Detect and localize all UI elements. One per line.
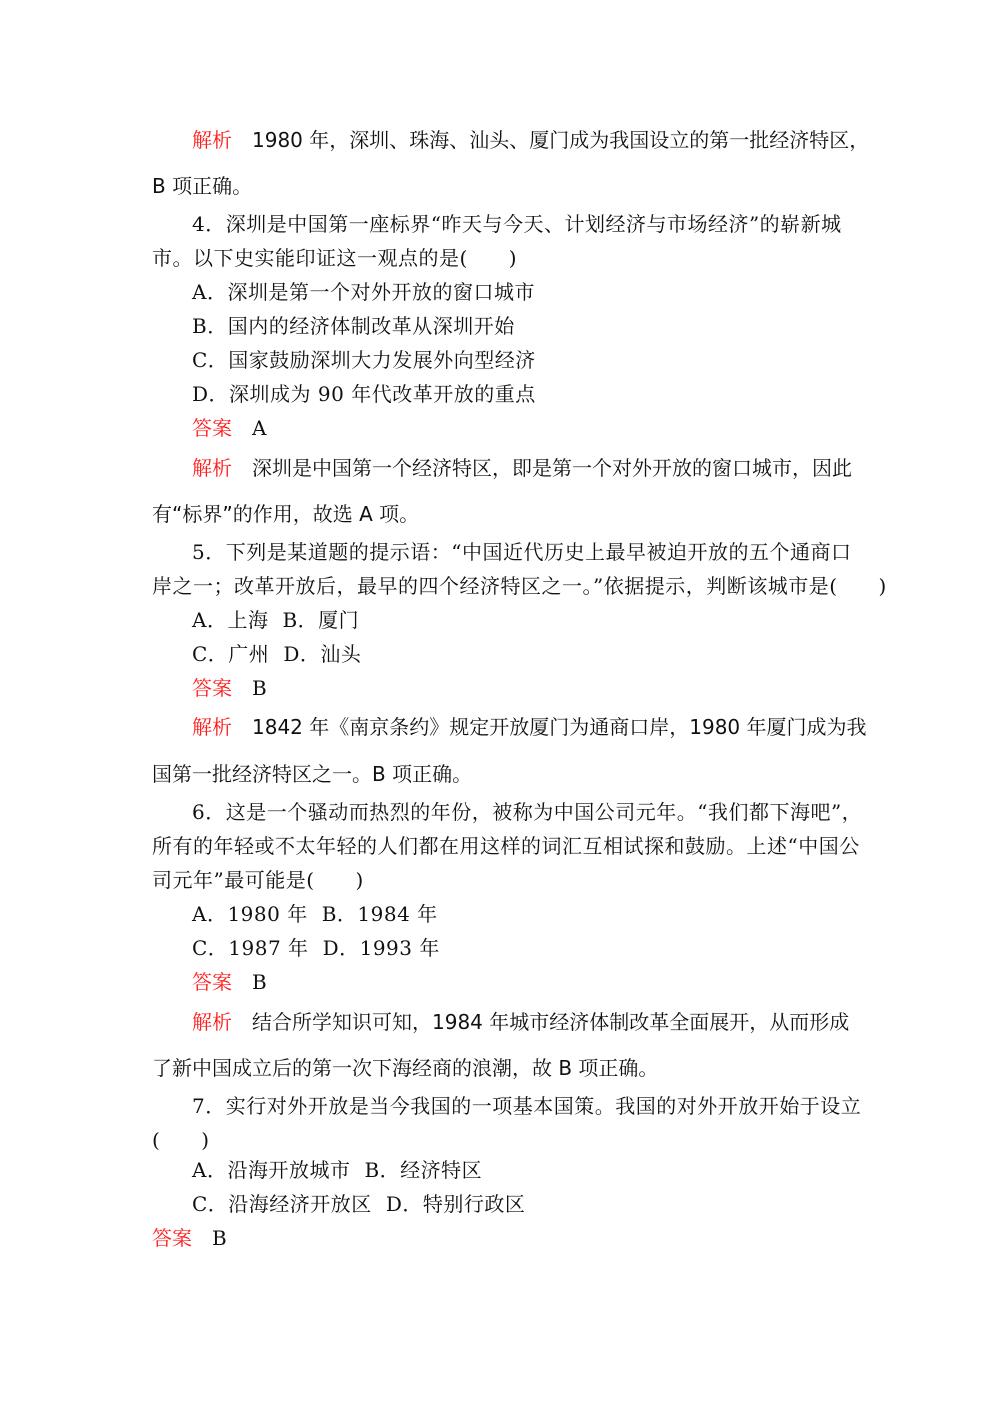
q6-option-d: D．1993 年 [322, 936, 440, 960]
analysis-label: 解析 [192, 1010, 232, 1034]
q6-options-row1 [192, 902, 438, 926]
q7-stem-line2: ( ) [152, 1128, 210, 1152]
answer-label: 答案 [152, 1226, 192, 1250]
answer-label: 答案 [192, 970, 232, 994]
q5-options-row2 [192, 642, 361, 666]
answer-label: 答案 [192, 416, 232, 440]
answer-value: B [252, 970, 268, 994]
answer-value: A [252, 416, 267, 440]
q5-stem-line2: 岸之一；改革开放后，最早的四个经济特区之一。”依据提示，判断该城市是( ) [152, 574, 887, 598]
q7-answer [152, 1226, 227, 1250]
q7-option-a: A．沿海开放城市 [192, 1158, 351, 1182]
q5-options-row1 [192, 608, 359, 632]
q3-analysis-line1: 解析 1980 年，深圳、珠海、汕头、厦门成为我国设立的第一批经济特区， [192, 128, 870, 152]
q6-answer [192, 970, 267, 994]
q7-option-b: B．经济特区 [364, 1158, 483, 1182]
q4-option-a: A．深圳是第一个对外开放的窗口城市 [192, 280, 535, 304]
q4-stem-line1: 4．深圳是中国第一座标界“昨天与今天、计划经济与市场经济”的崭新城 [192, 212, 842, 236]
q4-option-d: D．深圳成为 90 年代改革开放的重点 [192, 382, 536, 406]
q7-option-d: D．特别行政区 [385, 1192, 526, 1216]
q4-analysis-line2: 有“标界”的作用，故选 A 项。 [152, 502, 420, 526]
q4-option-b: B．国内的经济体制改革从深圳开始 [192, 314, 515, 338]
analysis-label: 解析 [192, 456, 232, 480]
q5-option-c: C．广州 [192, 642, 270, 666]
q5-option-a: A．上海 [192, 608, 269, 632]
q6-option-a: A．1980 年 [192, 902, 308, 926]
q3-analysis-line2: B 项正确。 [152, 174, 253, 198]
q7-options-row1 [192, 1158, 482, 1182]
q5-analysis-line2: 国第一批经济特区之一。B 项正确。 [152, 762, 473, 786]
q5-option-b: B．厦门 [282, 608, 360, 632]
q6-analysis-line1: 解析 结合所学知识可知，1984 年城市经济体制改革全面展开，从而形成 [192, 1010, 850, 1034]
q4-analysis-line1: 解析 深圳是中国第一个经济特区，即是第一个对外开放的窗口城市，因此 [192, 456, 852, 480]
q7-options-row2 [192, 1192, 525, 1216]
analysis-label: 解析 [192, 715, 232, 739]
q6-option-b: B．1984 年 [321, 902, 438, 926]
answer-label: 答案 [192, 676, 232, 700]
q6-stem-line3: 司元年”最可能是( ) [152, 868, 364, 892]
q5-option-d: D．汕头 [283, 642, 362, 666]
q4-answer [192, 416, 267, 440]
q7-stem-line1: 7．实行对外开放是当今我国的一项基本国策。我国的对外开放开始于设立 [192, 1094, 862, 1118]
q5-stem-line1: 5．下列是某道题的提示语：“中国近代历史上最早被迫开放的五个通商口 [192, 540, 852, 564]
q6-analysis-line2: 了新中国成立后的第一次下海经商的浪潮，故 B 项正确。 [152, 1056, 659, 1080]
q4-stem-line2: 市。以下史实能印证这一观点的是( ) [152, 246, 518, 270]
answer-value: B [212, 1226, 228, 1250]
answer-value: B [252, 676, 268, 700]
q7-option-c: C．沿海经济开放区 [192, 1192, 372, 1216]
q4-option-c: C．国家鼓励深圳大力发展外向型经济 [192, 348, 536, 372]
q5-answer [192, 676, 267, 700]
q6-stem-line1: 6．这是一个骚动而热烈的年份，被称为中国公司元年。“我们都下海吧”， [192, 800, 863, 824]
q6-stem-line2: 所有的年轻或不太年轻的人们都在用这样的词汇互相试探和鼓励。上述“中国公 [152, 834, 860, 858]
q6-option-c: C．1987 年 [192, 936, 309, 960]
q5-analysis-line1: 解析 1842 年《南京条约》规定开放厦门为通商口岸，1980 年厦门成为我 [192, 715, 867, 739]
analysis-label: 解析 [192, 128, 232, 152]
q6-options-row2 [192, 936, 440, 960]
